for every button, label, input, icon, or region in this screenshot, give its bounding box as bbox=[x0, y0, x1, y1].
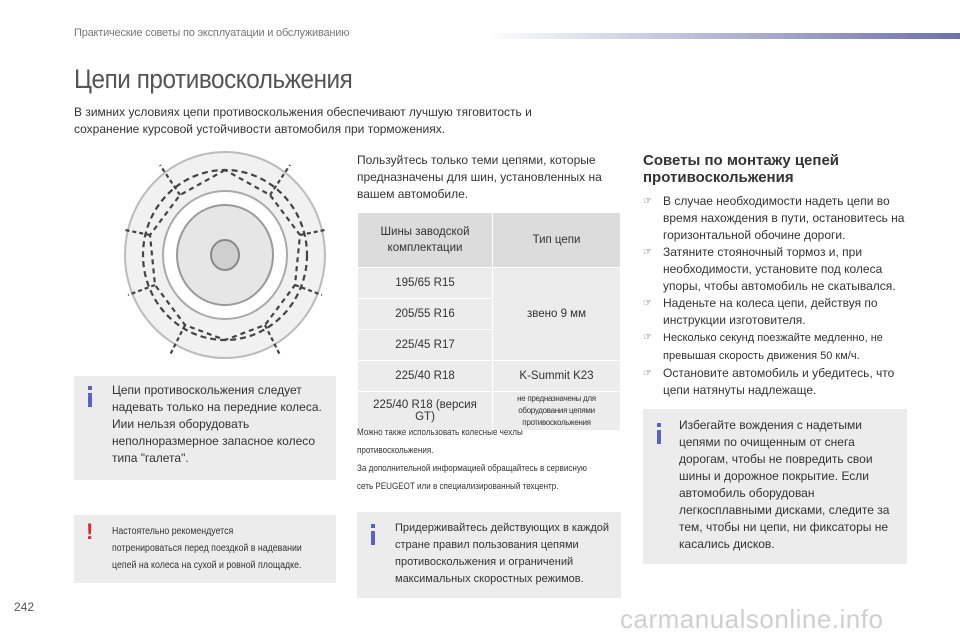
chain-usage-paragraph: Пользуйтесь только теми цепями, которые предназначены для шин, установленных на вашем автомобиле. bbox=[357, 153, 602, 201]
tip-text: Наденьте на колеса цепи, действуя по инструкции изготовителя. bbox=[663, 296, 878, 327]
note-line: сеть PEUGEOT или в специализированный техцентр. bbox=[357, 481, 559, 492]
hand-pointer-icon: ☞ bbox=[643, 332, 652, 343]
header-gradient-bar bbox=[486, 33, 960, 39]
snow-chain-wheel-illustration bbox=[120, 150, 330, 360]
list-item bbox=[643, 329, 923, 365]
table-cell-chain-group: звено 9 мм bbox=[493, 268, 621, 361]
table-cell-tyre: 195/65 R15 bbox=[358, 268, 493, 299]
info-icon bbox=[88, 386, 91, 407]
note-line: За дополнительной информацией обращайтесь в сервисную bbox=[357, 463, 587, 474]
table-cell-tyre: 225/40 R18 (версия GT) bbox=[358, 392, 493, 431]
info-icon bbox=[657, 423, 660, 444]
wheel-covers-note bbox=[357, 424, 587, 496]
info-text: Избегайте вождения с надетыми цепями по очищенным от снега дорогам, чтобы не повредить свои шины и дорожное покрытие. Если автомобиль оборудован легкосплавными дисками, следите за тем, чтобы ни цепи, ни фиксаторы не касались дисков. bbox=[679, 418, 890, 551]
tip-text: Несколько секунд поезжайте медленно, не превышая скорость движения 50 км/ч. bbox=[663, 332, 883, 362]
list-item bbox=[643, 365, 923, 399]
page-number: 242 bbox=[14, 600, 35, 614]
watermark: carmanualsonline.info bbox=[620, 604, 884, 634]
page-title: Цепи противоскольжения bbox=[74, 64, 353, 94]
running-header: Практические советы по эксплуатации и обслуживанию bbox=[74, 27, 350, 39]
info-text: Придерживайтесь действующих в каждой стране правил пользования цепями противоскольжения и ограничений максимальных скоростных режимов. bbox=[395, 522, 610, 585]
exclamation-icon: ! bbox=[86, 519, 94, 544]
info-box-front-wheels bbox=[74, 376, 336, 480]
table-cell-chain: K-Summit K23 bbox=[493, 361, 621, 392]
info-box-alloy-discs bbox=[643, 409, 907, 564]
warning-box-practice bbox=[74, 515, 336, 583]
tips-list bbox=[643, 193, 923, 399]
tip-text: Остановите автомобиль и убедитесь, что цепи натянуты надлежаще. bbox=[663, 366, 895, 397]
list-item bbox=[643, 193, 923, 244]
warning-line: цепей на колеса на сухой и ровной площадке. bbox=[112, 560, 302, 571]
table-cell-tyre: 225/45 R17 bbox=[358, 330, 493, 361]
table-cell-tyre: 205/55 R16 bbox=[358, 299, 493, 330]
table-cell-tyre: 225/40 R18 bbox=[358, 361, 493, 392]
table-row bbox=[358, 361, 621, 392]
hand-pointer-icon: ☞ bbox=[643, 247, 652, 258]
warning-line: потренироваться перед поездкой в надевании bbox=[112, 543, 302, 554]
tyre-chain-table bbox=[357, 212, 621, 431]
hand-pointer-icon: ☞ bbox=[643, 368, 652, 379]
table-cell-chain: не предназначены для оборудования цепями противоскольжения bbox=[493, 392, 621, 431]
table-header-row bbox=[358, 213, 621, 268]
tip-text: Затяните стояночный тормоз и, при необходимости, установите под колеса упоры, чтобы автомобиль не скатывался. bbox=[663, 245, 896, 293]
info-icon bbox=[371, 524, 374, 545]
hand-pointer-icon: ☞ bbox=[643, 196, 652, 207]
tip-text: В случае необходимости надеть цепи во время нахождения в пути, остановитесь на горизонтальной обочине дороги. bbox=[663, 194, 905, 242]
note-line: Можно также использовать колесные чехлы bbox=[357, 427, 523, 438]
tips-section-title: Советы по монтажу цепей противоскольжения bbox=[643, 152, 840, 186]
hand-pointer-icon: ☞ bbox=[643, 298, 652, 309]
warning-text bbox=[112, 523, 302, 574]
warning-line: Настоятельно рекомендуется bbox=[112, 526, 234, 537]
table-header-chain: Тип цепи bbox=[493, 213, 621, 268]
table-row bbox=[358, 268, 621, 299]
intro-paragraph: В зимних условиях цепи противоскольжения обеспечивают лучшую тяговитость и сохранение курсовой устойчивости автомобиля при торможениях. bbox=[74, 105, 532, 136]
note-line: противоскольжения. bbox=[357, 445, 434, 456]
info-text: Цепи противоскольжения следует надевать только на передние колеса. Иии нельзя оборудовать неполноразмерное запасное колесо типа "галета". bbox=[112, 383, 322, 465]
info-box-regulations bbox=[357, 512, 621, 598]
list-item bbox=[643, 295, 923, 329]
table-header-tyres: Шины заводской комплектации bbox=[358, 213, 493, 268]
list-item bbox=[643, 244, 923, 295]
